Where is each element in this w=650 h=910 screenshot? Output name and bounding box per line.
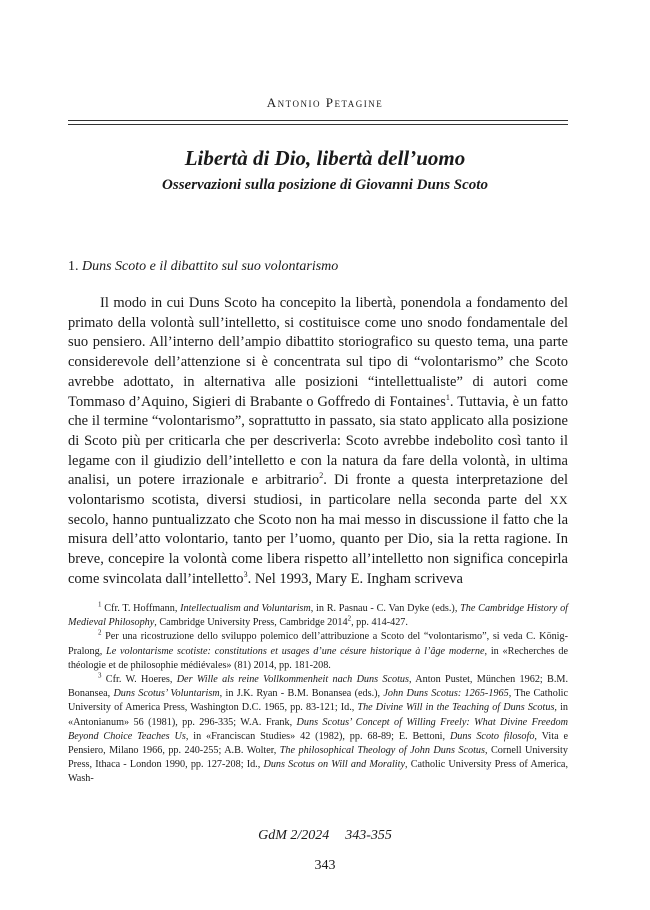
body-text-segment: . Di fronte a questa interpretazione del volontarismo scotista, diversi studiosi, in particolare nella seconda parte del	[68, 472, 569, 509]
section-number: 1.	[68, 259, 79, 274]
body-text-segment: . Nel 1993, Mary E. Ingham scriveva	[247, 570, 463, 587]
footnote-italic: Duns Scotus on Will and Morality	[263, 759, 405, 771]
header-rule-top	[68, 120, 568, 121]
footnote-italic: The Cambridge History of Medieval Philosophy	[68, 603, 568, 629]
footnote-italic: Duns Scotus’ Concept of Willing Freely: What Divine Freedom Beyond Choice Teaches Us	[68, 716, 568, 742]
footnote-text: , in «Recherches de théologie et de philosophie médiévales» (81) 2014, pp. 181-208.	[68, 645, 568, 671]
footnote-text: Per una ricostruzione dello sviluppo polemico dell’attribuzione a Scoto del “volontarismo”, si veda C. König-Pralong,	[68, 631, 568, 657]
section-title: Duns Scoto e il dibattito sul suo volontarismo	[82, 259, 339, 274]
century-numeral: XX	[549, 493, 568, 508]
footnote-text: Cfr. T. Hoffmann,	[101, 603, 181, 614]
edition-sup: 2	[347, 614, 352, 623]
footnote-italic: Le volontarisme scotiste: constitutions et usages d’une césure historique à l’âge moderne	[106, 645, 485, 657]
footnote-2	[68, 630, 568, 673]
paragraph	[68, 294, 568, 590]
journal-issue: GdM 2/2024	[258, 828, 330, 843]
footnote-text: , Catholic University Press of America, Wash-	[68, 759, 569, 785]
page-number: 343	[314, 858, 336, 873]
footnote-ref[interactable]: 3	[243, 570, 248, 580]
body-text-segment: secolo, hanno puntualizzato che Scoto non ha mai messo in discussione il fatto che la misura dell’atto volontario, tanto per l’uomo, quanto per Dio, sia la retta ragione. In breve, concepire la volontà come libera rispetto all’intelletto non significa concepirla come svincolata dall’intelletto	[68, 511, 568, 587]
footnote-mark: 3	[98, 671, 102, 680]
footnote-italic: Der Wille als reine Vollkommenheit nach Duns Scotus	[176, 674, 409, 686]
article-subtitle: Osservazioni sulla posizione di Giovanni Duns Scoto	[162, 177, 488, 193]
footnote-italic: Duns Scoto filosofo	[449, 730, 535, 742]
footnote-italic: The Divine Will in the Teaching of Duns Scotus	[357, 702, 555, 714]
footnote-text: , pp. 414-427.	[351, 617, 408, 629]
section-heading	[68, 259, 568, 275]
footnote-3	[68, 673, 568, 787]
footnote-text: , The Catholic University of America Press, Washington D.C. 1965, pp. 83-121; Id.,	[68, 688, 569, 714]
footnote-ref[interactable]: 2	[319, 471, 324, 481]
footnote-text: , in «Franciscan Studies» 42 (1982), pp. 68-89; E. Bettoni,	[185, 730, 450, 742]
journal-pages: 343-355	[345, 828, 392, 843]
footnote-ref[interactable]: 1	[445, 392, 450, 402]
footnotes	[68, 602, 568, 787]
body-text-segment: Il modo in cui Duns Scoto ha concepito la libertà, ponendola a fondamento del primato della volontà sull’intelletto, si costituisce come uno snodo fondamentale del suo pensiero. All’interno dell’ampio dibattito storiografico su questo tema, una parte considerevole dell’attenzione si è concentrata sul tipo di “volontarismo” che Scoto avrebbe adottato, in alternativa alle posizioni “intellettualiste” di autori come Tommaso d’Aquino, Sigieri di Brabante o Goffredo di Fontaines	[68, 295, 568, 410]
footnote-mark: 1	[98, 600, 102, 609]
footnote-mark: 2	[98, 629, 102, 638]
body-text-segment: . Tuttavia, è un fatto che il termine “volontarismo”, soprattutto in passato, sia stato applicato alla posizione di Scoto più per criticarla che per descriverla: Scoto avrebbe indebolito così tanto il legame con il giudizio dell’intelletto e con la natura da fare della volontà, in ultima analisi, un potere irrazionale e arbitrario	[68, 393, 568, 489]
article-title: Libertà di Dio, libertà dell’uomo	[184, 146, 466, 170]
footnote-italic: John Duns Scotus: 1265-1965	[383, 688, 509, 700]
journal-footer	[0, 828, 650, 844]
footnote-1	[68, 602, 568, 630]
header-rule-bottom	[68, 124, 568, 125]
footnote-text: , Vita e Pensiero, Milano 1966, pp. 240-255; A.B. Wolter,	[68, 730, 568, 757]
footnote-text: Cfr. W. Hoeres,	[101, 674, 177, 686]
footnote-text: , Cornell University Press, Ithaca - London 1990, pp. 127-208; Id.,	[68, 745, 568, 771]
footnote-italic: The philosophical Theology of John Duns Scotus	[279, 745, 485, 757]
footnote-text: , in «Antonianum» 56 (1981), pp. 296-335; W.A. Frank,	[68, 702, 568, 728]
footnote-text: , Cambridge University Press, Cambridge 2014	[154, 617, 348, 629]
footnote-italic: Intellectualism and Voluntarism	[180, 603, 311, 614]
footnote-text: , Anton Pustet, München 1962; B.M. Bonansea,	[68, 674, 568, 700]
running-head-author: Antonio Petagine	[266, 95, 384, 110]
footnote-italic: Duns Scotus’ Voluntarism	[113, 688, 220, 700]
body-text	[68, 294, 568, 590]
footnote-text: , in J.K. Ryan - B.M. Bonansea (eds.),	[219, 688, 384, 700]
footnote-text: , in R. Pasnau - C. Van Dyke (eds.),	[310, 603, 461, 614]
